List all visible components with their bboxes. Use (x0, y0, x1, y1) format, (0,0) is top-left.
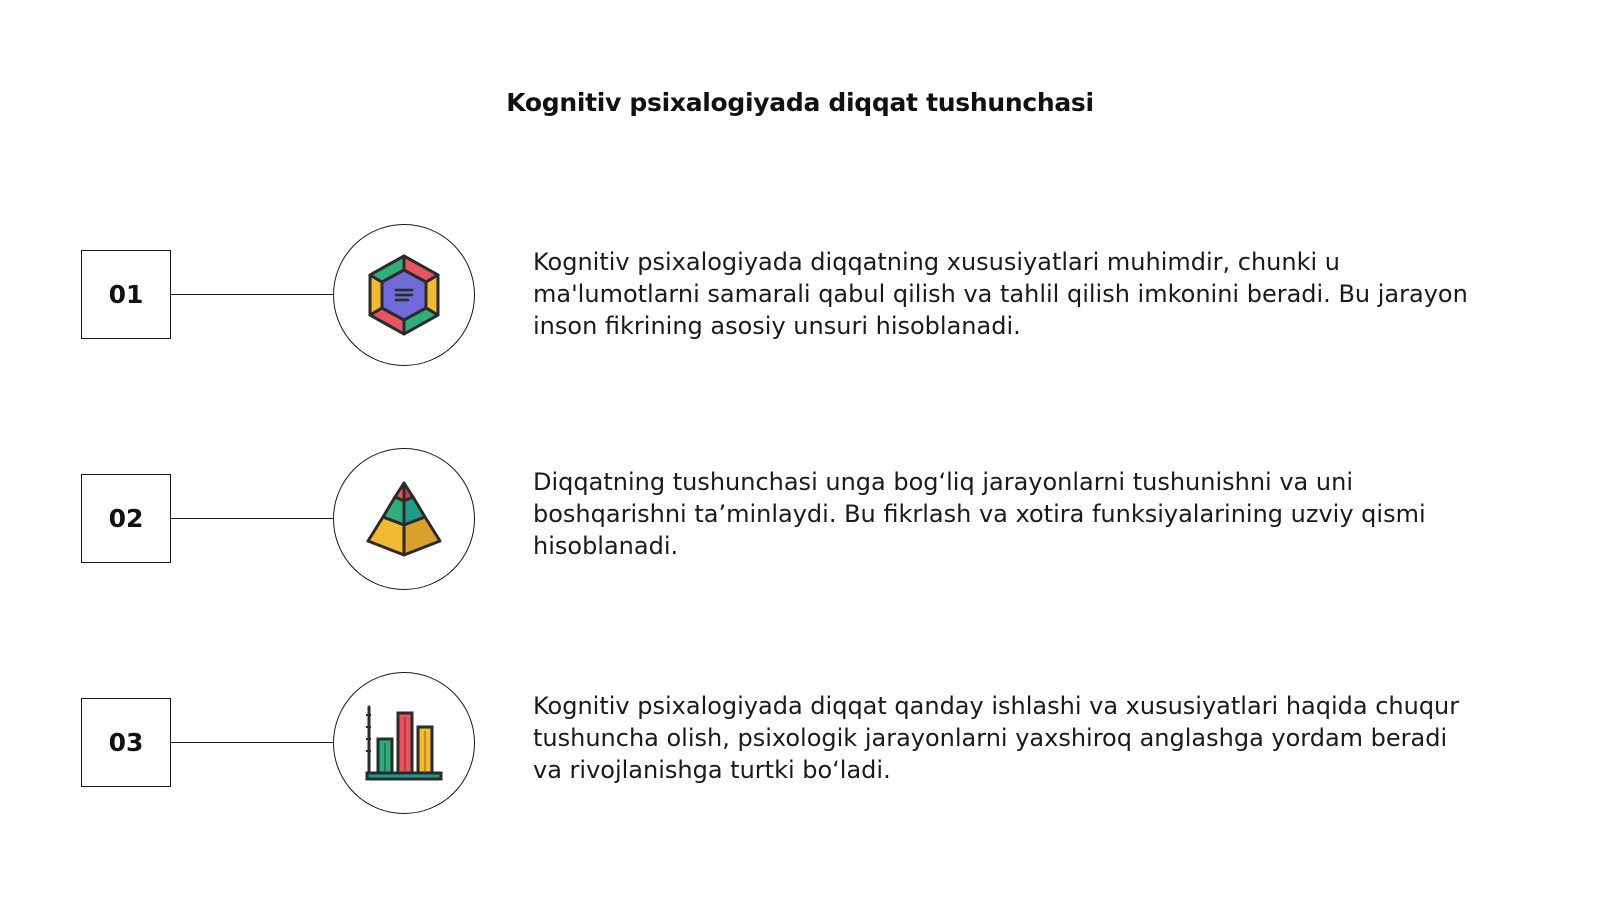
slide-title: Kognitiv psixalogiyada diqqat tushunchasi (506, 88, 1094, 117)
icon-circle (333, 448, 475, 590)
item-description: Kognitiv psixalogiyada diqqatning xususiyatlari muhimdir, chunki u ma'lumotlarni samarali qabul qilish va tahlil qilish imkonini beradi. Bu jarayon inson fikrining asosiy unsuri hisoblanadi. (533, 248, 1468, 340)
hexagon-cube-icon (366, 253, 442, 337)
list-item (0, 224, 1600, 366)
connector-line (171, 742, 334, 743)
bar-chart-icon (362, 701, 446, 785)
step-number: 03 (108, 728, 144, 757)
step-number-box (81, 698, 171, 787)
list-item (0, 672, 1600, 814)
item-description: Kognitiv psixalogiyada diqqat qanday ishlashi va xususiyatlari haqida chuqur tushuncha olish, psixologik jarayonlarni yaxshiroq anglashga yordam beradi va rivojlanishga turtki bo‘ladi. (533, 692, 1460, 784)
icon-circle (333, 672, 475, 814)
connector-line (171, 518, 334, 519)
step-number: 01 (108, 280, 144, 309)
icon-circle (333, 224, 475, 366)
step-number: 02 (108, 504, 144, 533)
step-number-box (81, 474, 171, 563)
pyramid-icon (364, 479, 444, 559)
connector-line (171, 294, 334, 295)
item-description: Diqqatning tushunchasi unga bog‘liq jarayonlarni tushunishni va uni boshqarishni ta’minlaydi. Bu fikrlash va xotira funksiyalarining uzviy qismi hisoblanadi. (533, 468, 1426, 560)
step-number-box (81, 250, 171, 339)
list-item (0, 448, 1600, 590)
